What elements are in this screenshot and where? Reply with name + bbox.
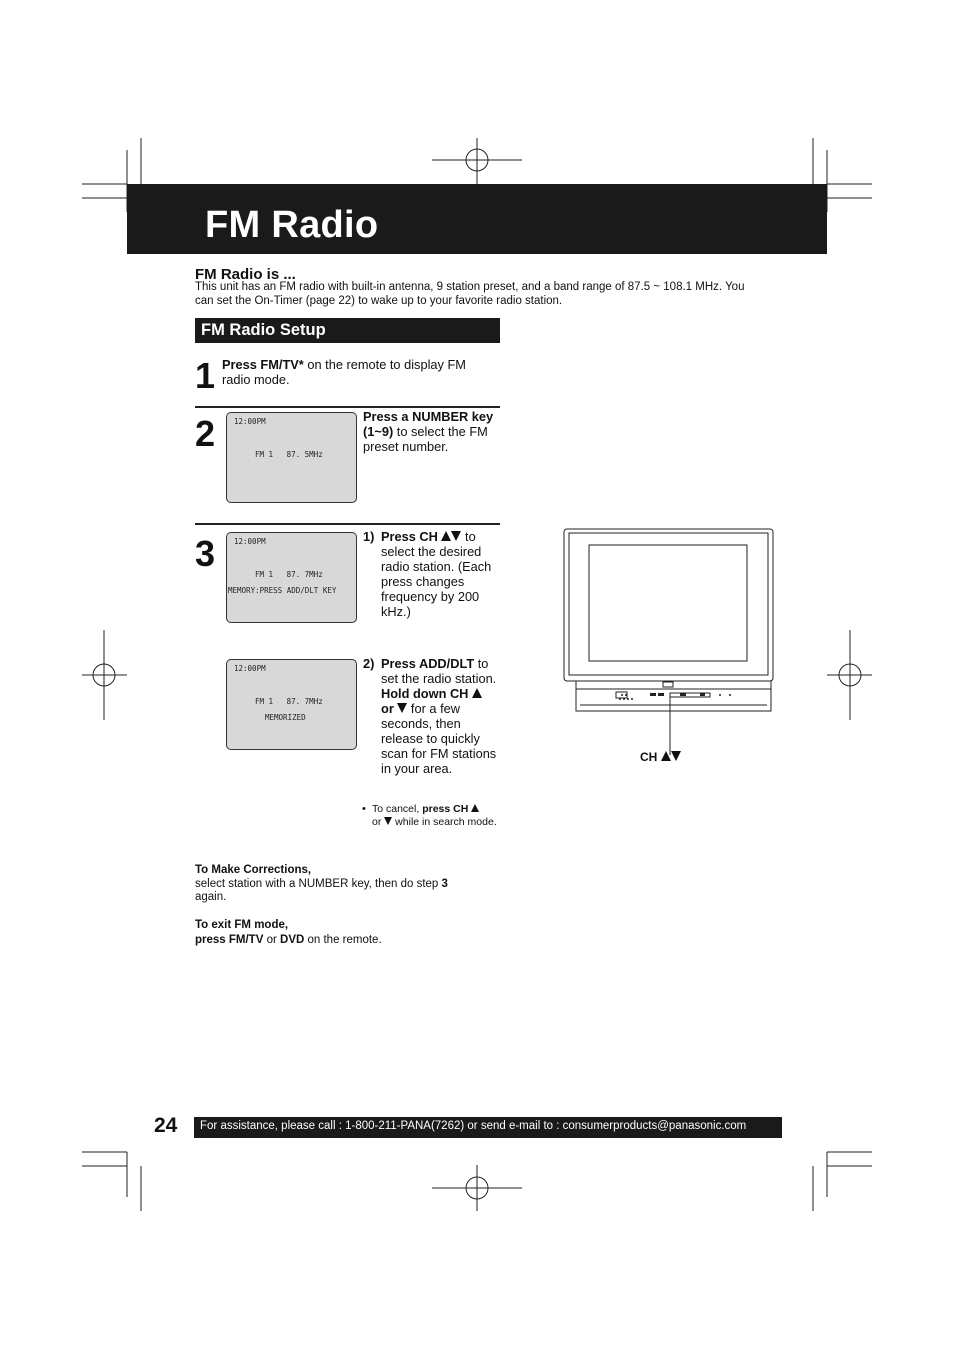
intro-body: This unit has an FM radio with built-in antenna, 9 station preset, and a band range of 87.5 ~ 108.1 MHz. You can set the On-Timer (page 22) to wake up to your favorite radio station. — [195, 281, 745, 307]
screen-frequency: FM 1 87. 7MHz — [255, 697, 323, 706]
step-2-number: 2 — [195, 413, 216, 454]
screen-frequency: FM 1 87. 7MHz — [255, 570, 323, 579]
ch-up-icon — [472, 688, 482, 698]
tv-screen-display — [226, 532, 357, 623]
item-1-text — [381, 529, 505, 619]
ch-up-icon — [471, 804, 479, 812]
exit-note: To exit FM mode, press FM/TV or DVD on the remote. — [195, 919, 382, 946]
ch-callout-label: CH — [640, 750, 658, 764]
tv-screen-display — [226, 659, 357, 750]
step-2-desc: to select the FM preset number. — [363, 424, 488, 454]
page-title: FM Radio — [205, 204, 379, 246]
ch-down-icon — [451, 531, 461, 541]
cancel-note-bold: press CH — [422, 803, 469, 815]
screen-time: 12:00PM — [234, 537, 266, 546]
item-2-desc-2: for a few seconds, then release to quickly scan for FM stations in your area. — [381, 701, 497, 776]
footer-text: For assistance, please call : 1-800-211-PANA(7262) or send e-mail to : consumerproducts@panasonic.com — [200, 1120, 747, 1132]
step-1-desc: on the remote to display FM radio mode. — [222, 357, 466, 387]
tv-illustration — [560, 525, 780, 755]
corrections-step: 3 — [441, 877, 448, 890]
step-3-number: 3 — [195, 533, 216, 574]
item-2-or: or — [381, 701, 394, 716]
item-1-desc: to select the desired radio station. (Each press changes frequency by 200 kHz.) — [381, 529, 492, 619]
exit-heading: To exit FM mode, — [195, 919, 289, 931]
item-2-text — [381, 656, 501, 776]
item-2-desc: to set the radio station. — [381, 656, 497, 686]
item-1-bold: Press CH — [381, 529, 438, 544]
step-2-bold: Press a NUMBER key (1~9) — [363, 409, 494, 439]
step-1-bold: Press FM/TV* — [222, 357, 304, 372]
section-title: FM Radio Setup — [201, 321, 326, 339]
screen-frequency: FM 1 87. 5MHz — [255, 450, 323, 459]
bullet: • — [362, 803, 366, 815]
step-1-number: 1 — [195, 355, 216, 396]
section-header — [195, 318, 500, 343]
ch-up-icon — [661, 751, 671, 761]
ch-up-icon — [441, 531, 451, 541]
ch-down-icon — [671, 751, 681, 761]
tv-screen-display — [226, 412, 357, 503]
step-2-text — [363, 409, 503, 454]
step-1-text — [222, 357, 497, 387]
divider — [195, 406, 500, 408]
divider — [195, 523, 500, 525]
ch-down-icon — [397, 703, 407, 713]
cancel-note: To cancel, press CH or while in search mode. — [372, 803, 497, 828]
screen-time: 12:00PM — [234, 417, 266, 426]
intro-heading: FM Radio is ... — [195, 266, 296, 283]
corrections-heading: To Make Corrections, — [195, 864, 312, 876]
ch-callout — [640, 750, 681, 764]
screen-memory-prompt: MEMORY:PRESS ADD/DLT KEY — [228, 586, 337, 595]
item-2-hold: Hold down CH — [381, 686, 469, 701]
item-2-number: 2) — [363, 656, 375, 671]
page-number: 24 — [154, 1114, 178, 1137]
screen-memorized: MEMORIZED — [265, 713, 306, 722]
footer-bar — [194, 1117, 782, 1138]
item-1-number: 1) — [363, 529, 375, 544]
corrections-note: To Make Corrections, select station with a NUMBER key, then do step 3 again. — [195, 864, 448, 903]
item-2-bold: Press ADD/DLT — [381, 656, 475, 671]
screen-time: 12:00PM — [234, 664, 266, 673]
title-bar — [127, 184, 827, 254]
